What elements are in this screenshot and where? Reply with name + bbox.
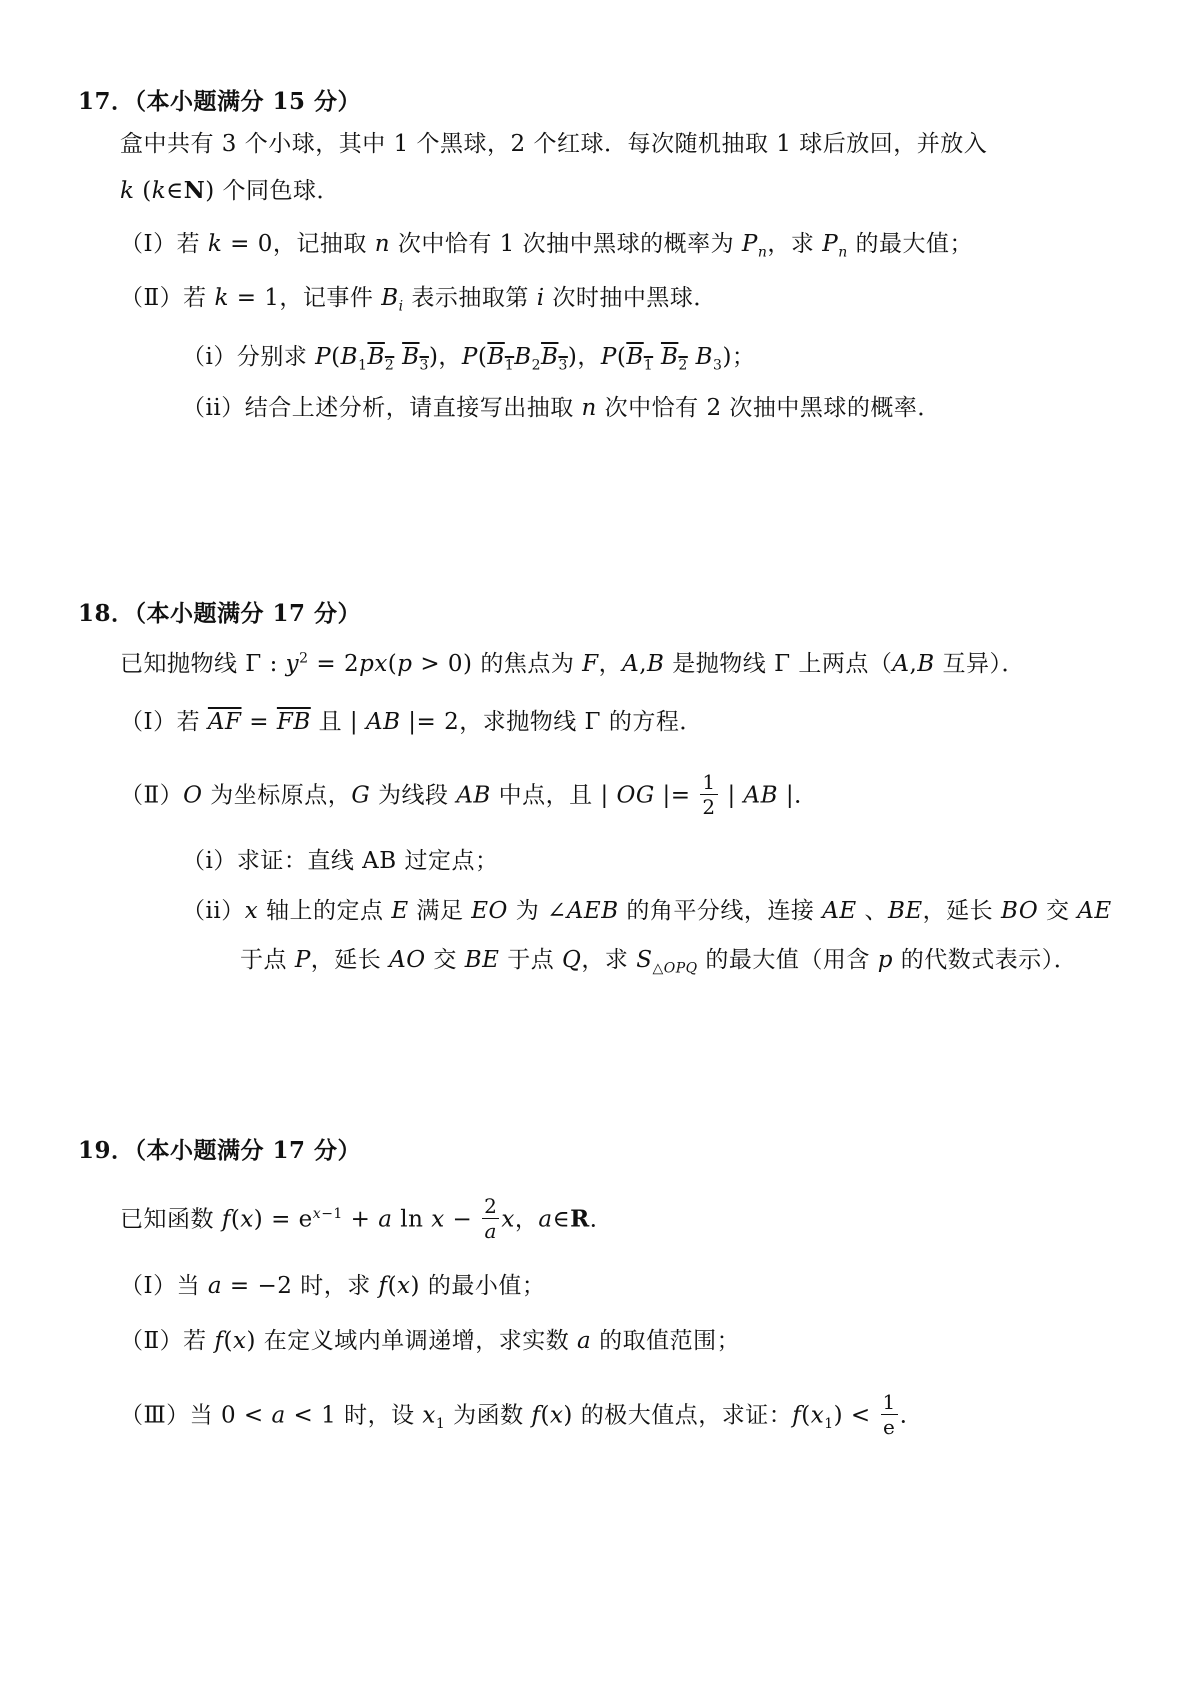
question-18-sub-i: （i）求证：直线 AB 过定点； xyxy=(182,848,499,874)
question-17-part2: （Ⅱ）若 k = 1，记事件 $B_i$ 表示抽取第 i 次时抽中黑球． xyxy=(120,285,717,315)
question-17-part1: （Ⅰ）若 k = 0，记抽取 n 次中恰有 1 次抽中黑球的概率为 $P_n$，求 $P_n$ 的最大值； xyxy=(120,231,974,261)
question-18-stem-line1: 已知抛物线 Γ : $y^2 = 2px(p > 0)$ 的焦点为 F，A,B 是抛物线 Γ 上两点（A,B 互异）． xyxy=(120,650,1026,677)
question-18-sub-ii-line1: （ii）x 轴上的定点 E 满足 EO 为 ∠AEB 的角平分线，连接 AE 、BE，延长 BO 交 AE xyxy=(182,898,1112,924)
question-19-part3: （Ⅲ）当 0 < a < 1 时，设 $x_1$ 为函数 f(x) 的极大值点，求证：$f(x_1)$ < $\frac{1}{e}$ ． xyxy=(120,1390,924,1439)
question-18-part2: （Ⅱ）O 为坐标原点，G 为线段 AB 中点，且 | OG |= $\frac{1}{2}$ | AB |． xyxy=(120,770,818,819)
question-18-sub-ii-line2: 于点 P，延长 AO 交 BE 于点 Q，求 $S_{\triangle OPQ}$ 的最大值（用含 p 的代数式表示）． xyxy=(240,947,1078,977)
question-18-part1: （Ⅰ）若 $\overline{AF} = \overline{FB}$ 且 | AB |= 2，求抛物线 Γ 的方程． xyxy=(120,709,703,735)
fraction-one-half: $\frac{1}{2}$ xyxy=(702,770,716,819)
question-18-header: 18．（本小题满分 17 分） xyxy=(78,600,362,627)
question-17-stem-line1: 盒中共有 3 个小球，其中 1 个黑球，2 个红球．每次随机抽取 1 球后放回，并放入 xyxy=(120,131,988,157)
question-17-stem-line2: k (k∈N) 个同色球． xyxy=(120,177,341,204)
fraction-one-over-e: $\frac{1}{e}$ xyxy=(882,1390,896,1439)
question-19-part2: （Ⅱ）若 f(x) 在定义域内单调递增，求实数 a 的取值范围； xyxy=(120,1328,741,1354)
question-17-header: 17．（本小题满分 15 分） xyxy=(78,88,362,115)
question-19-part1: （Ⅰ）当 a = −2 时，求 f(x) 的最小值； xyxy=(120,1273,546,1299)
question-17-sub-i: （i）分别求 $P(B_1B_2$ $B_3$)，$P(B_1B_2B_3)$，$P(B_1$ $B_2$ $B_3$)； xyxy=(182,344,756,374)
question-19-stem-line1: 已知函数 $f(x) = e^{x-1} + a$ ln x − $\frac{2}{a}$ x，a∈R． xyxy=(120,1194,614,1243)
fraction-two-over-a: $\frac{2}{a}$ xyxy=(484,1194,498,1243)
question-17-sub-ii: （ii）结合上述分析，请直接写出抽取 n 次中恰有 2 次抽中黑球的概率． xyxy=(182,395,941,421)
question-19-header: 19．（本小题满分 17 分） xyxy=(78,1137,362,1164)
